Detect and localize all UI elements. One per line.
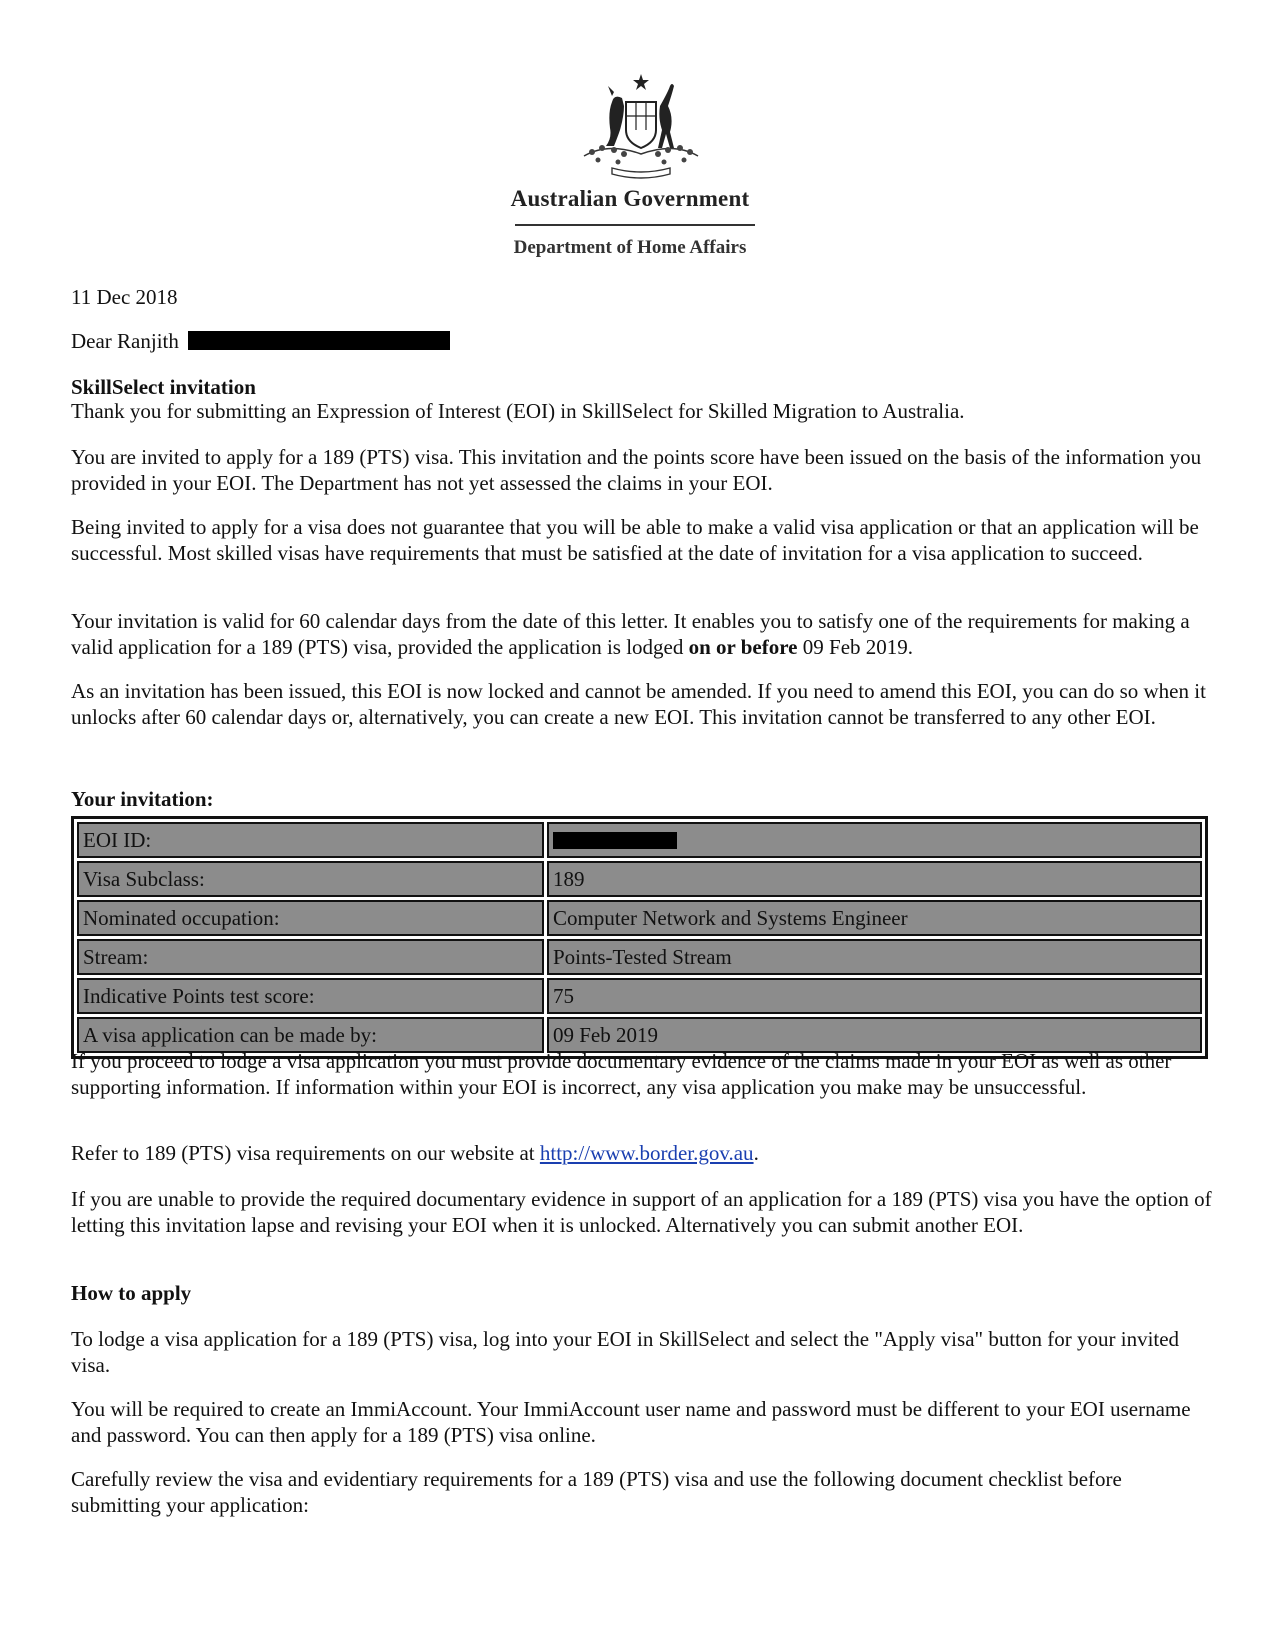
table-row bbox=[77, 900, 1202, 936]
paragraph-no-guarantee: Being invited to apply for a visa does not guarantee that you will be able to make a valid visa application or that an application will be successful. Most skilled visas have requirements that must be satisfied at the date of invitation for a visa application to succeed. bbox=[71, 515, 1199, 565]
paragraph-evidence: If you proceed to lodge a visa application you must provide documentary evidence of the claims made in your EOI as well as other supporting information. If information within your EOI is incorrect, any visa application you make may be unsuccessful. bbox=[71, 1049, 1172, 1099]
validity-text: Your invitation is valid for 60 calendar days from the date of this letter. It enables you to satisfy one of the requirements for making a valid application for a 189 (PTS) visa, provided the application is lodged bbox=[71, 609, 1190, 659]
table-label-points-score: Indicative Points test score: bbox=[77, 978, 544, 1014]
website-punctuation: . bbox=[753, 1141, 759, 1165]
intro-paragraph: Thank you for submitting an Expression of Interest (EOI) in SkillSelect for Skilled Migration to Australia. bbox=[71, 399, 965, 423]
paragraph-checklist: Carefully review the visa and evidentiary requirements for a 189 (PTS) visa and use the following document checklist before submitting your application: bbox=[71, 1467, 1122, 1517]
department-name: Department of Home Affairs bbox=[513, 237, 747, 258]
table-row bbox=[77, 822, 1202, 858]
paragraph-locked: As an invitation has been issued, this EOI is now locked and cannot be amended. If you need to amend this EOI, you can do so when it unlocks after 60 calendar days or, alternatively, you can create a new EOI. This invitation cannot be transferred to any other EOI. bbox=[71, 679, 1206, 729]
border-website-link[interactable]: http://www.border.gov.au bbox=[539, 1141, 754, 1165]
paragraph-immiaccount: You will be required to create an ImmiAccount. Your ImmiAccount user name and password must be different to your EOI username and password. You can then apply for a 189 (PTS) visa online. bbox=[71, 1397, 1191, 1447]
table-value-eoi-id bbox=[547, 822, 1202, 858]
paragraph-website bbox=[71, 1140, 1216, 1166]
table-label-apply-by: A visa application can be made by: bbox=[77, 1017, 544, 1053]
salutation-text: Dear Ranjith bbox=[71, 329, 179, 353]
government-name: Australian Government bbox=[510, 186, 750, 211]
redacted-eoi-id bbox=[553, 832, 677, 849]
invitation-heading: Your invitation: bbox=[71, 787, 214, 811]
redacted-name bbox=[188, 331, 450, 350]
validity-emphasis: on or before bbox=[688, 635, 798, 659]
paragraph-lapse: If you are unable to provide the required documentary evidence in support of an application for a 189 (PTS) visa you have the option of letting this invitation lapse and revising your EOI when it is unlocked. Alternatively you can submit another EOI. bbox=[71, 1187, 1212, 1237]
table-row bbox=[77, 978, 1202, 1014]
table-value-points-score: 75 bbox=[547, 978, 1202, 1014]
how-to-apply-heading: How to apply bbox=[71, 1281, 192, 1305]
table-value-occupation: Computer Network and Systems Engineer bbox=[547, 900, 1202, 936]
table-label-visa-subclass: Visa Subclass: bbox=[77, 861, 544, 897]
letter-heading: SkillSelect invitation bbox=[71, 375, 256, 399]
website-text: Refer to 189 (PTS) visa requirements on our website at bbox=[71, 1141, 540, 1165]
paragraph-validity bbox=[71, 608, 1216, 660]
paragraph-invited: You are invited to apply for a 189 (PTS) visa. This invitation and the points score have been issued on the basis of the information you provided in your EOI. The Department has not yet assessed the claims in your EOI. bbox=[71, 445, 1202, 495]
table-value-visa-subclass: 189 bbox=[547, 861, 1202, 897]
validity-date: 09 Feb 2019. bbox=[797, 635, 914, 659]
table-value-stream: Points-Tested Stream bbox=[547, 939, 1202, 975]
table-row bbox=[77, 939, 1202, 975]
table-value-apply-by: 09 Feb 2019 bbox=[547, 1017, 1202, 1053]
table-label-occupation: Nominated occupation: bbox=[77, 900, 544, 936]
letter-date: 11 Dec 2018 bbox=[71, 285, 178, 309]
table-row bbox=[77, 861, 1202, 897]
coat-of-arms-icon bbox=[578, 72, 704, 180]
invitation-table bbox=[71, 816, 1208, 1059]
salutation bbox=[71, 328, 1216, 354]
table-label-stream: Stream: bbox=[77, 939, 544, 975]
table-label-eoi-id: EOI ID: bbox=[77, 822, 544, 858]
letterhead-divider bbox=[515, 224, 755, 226]
paragraph-lodge: To lodge a visa application for a 189 (PTS) visa, log into your EOI in SkillSelect and select the "Apply visa" button for your invited visa. bbox=[71, 1327, 1180, 1377]
